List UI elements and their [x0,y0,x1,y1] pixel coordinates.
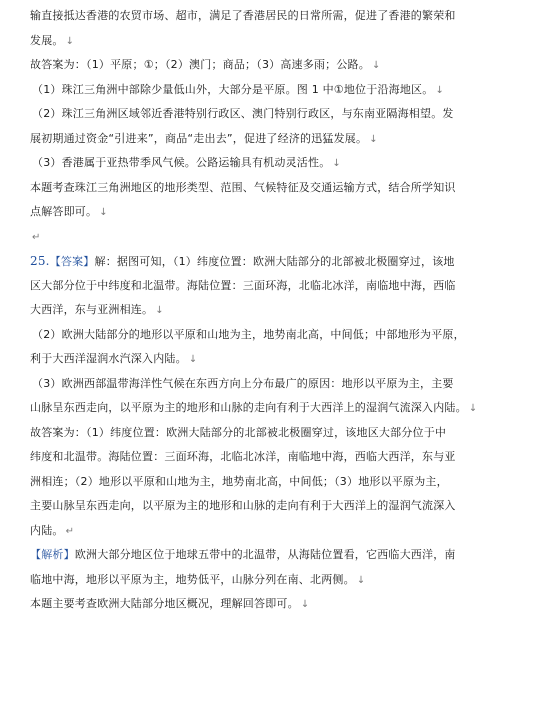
text-line: 区大部分位于中纬度和北温带。海陆位置：三面环海，北临北冰洋，南临地中海，西临 [30,278,456,292]
answer-line: 故答案为：（1）平原；①；（2）澳门；商品；（3）高速多雨；公路。 ↓ [30,58,381,71]
text-line: 本题主要考查欧洲大陆部分地区概况，理解回答即可。 ↓ [30,597,310,610]
text-line: （2）珠江三角洲区域邻近香港特别行政区、澳门特别行政区，与东南亚隔海相望。发 [32,107,454,120]
question-number: 25. [30,254,50,268]
answer-tag: 【答案】 [49,255,95,268]
text-line: （3）香港属于亚热带季风气候。公路运输具有机动灵活性。 ↓ [32,156,341,169]
text-line: （2）欧洲大陆部分的地形以平原和山地为主，地势南北高，中间低；中部地形为平原， [32,327,465,341]
text-line: 洲相连；（2）地形以平原和山地为主，地势南北高，中间低；（3）地形以平原为主， [30,474,448,488]
text-line: 主要山脉呈东西走向，以平原为主的地形和山脉的走向有利于大西洋上的湿润气流深入 [30,499,456,512]
question-25-header [30,249,521,274]
analysis-tag: 【解析】 [30,548,75,561]
answer-text: 解：据图可知，（1）纬度位置：欧洲大陆部分的北部被北极圈穿过，该地 [94,255,455,268]
text-line: 展初期通过资金“引进来”，商品“走出去”，促进了经济的迅猛发展。 ↓ [30,131,378,145]
analysis-text: 欧洲大部分地区位于地球五带中的北温带，从海陆位置看，它西临大西洋，南 [74,548,456,561]
answer-line: 故答案为：（1）纬度位置：欧洲大陆部分的北部被北极圈穿过，该地区大部分位于中 [30,425,447,439]
text-line: 本题考查珠江三角洲地区的地形类型、范围、气候特征及交通运输方式，结合所学知识 [30,180,456,194]
text-line: （1）珠江三角洲中部除少量低山外，大部分是平原。图 1 中①地位于沿海地区。 ↓ [32,82,445,96]
analysis-header [30,543,521,568]
text-line: 发展。 ↓ [30,33,75,47]
text-line: 纬度和北温带。海陆位置：三面环海，北临北冰洋，南临地中海，西临大西洋，东与亚 [30,450,456,463]
text-line: （3）欧洲西部温带海洋性气候在东西方向上分布最广的原因：地形以平原为主，主要 [32,376,454,390]
text-line: 输直接抵达香港的农贸市场、超市，满足了香港居民的日常所需，促进了香港的繁荣和 [30,9,456,22]
text-line: 大西洋，东与亚洲相连。 ↓ [30,303,164,316]
empty-paragraph: ↵ [32,231,41,243]
text-line: 利于大西洋湿润水汽深入内陆。 ↓ [30,352,198,365]
text-line: 内陆。 ↵ [30,523,75,537]
text-line: 山脉呈东西走向，以平原为主的地形和山脉的走向有利于大西洋上的湿润气流深入内陆。 ↓ [30,401,478,414]
text-line: 临地中海，地形以平原为主，地势低平，山脉分列在南、北两侧。 ↓ [30,572,366,586]
text-line: 点解答即可。 ↓ [30,205,108,218]
